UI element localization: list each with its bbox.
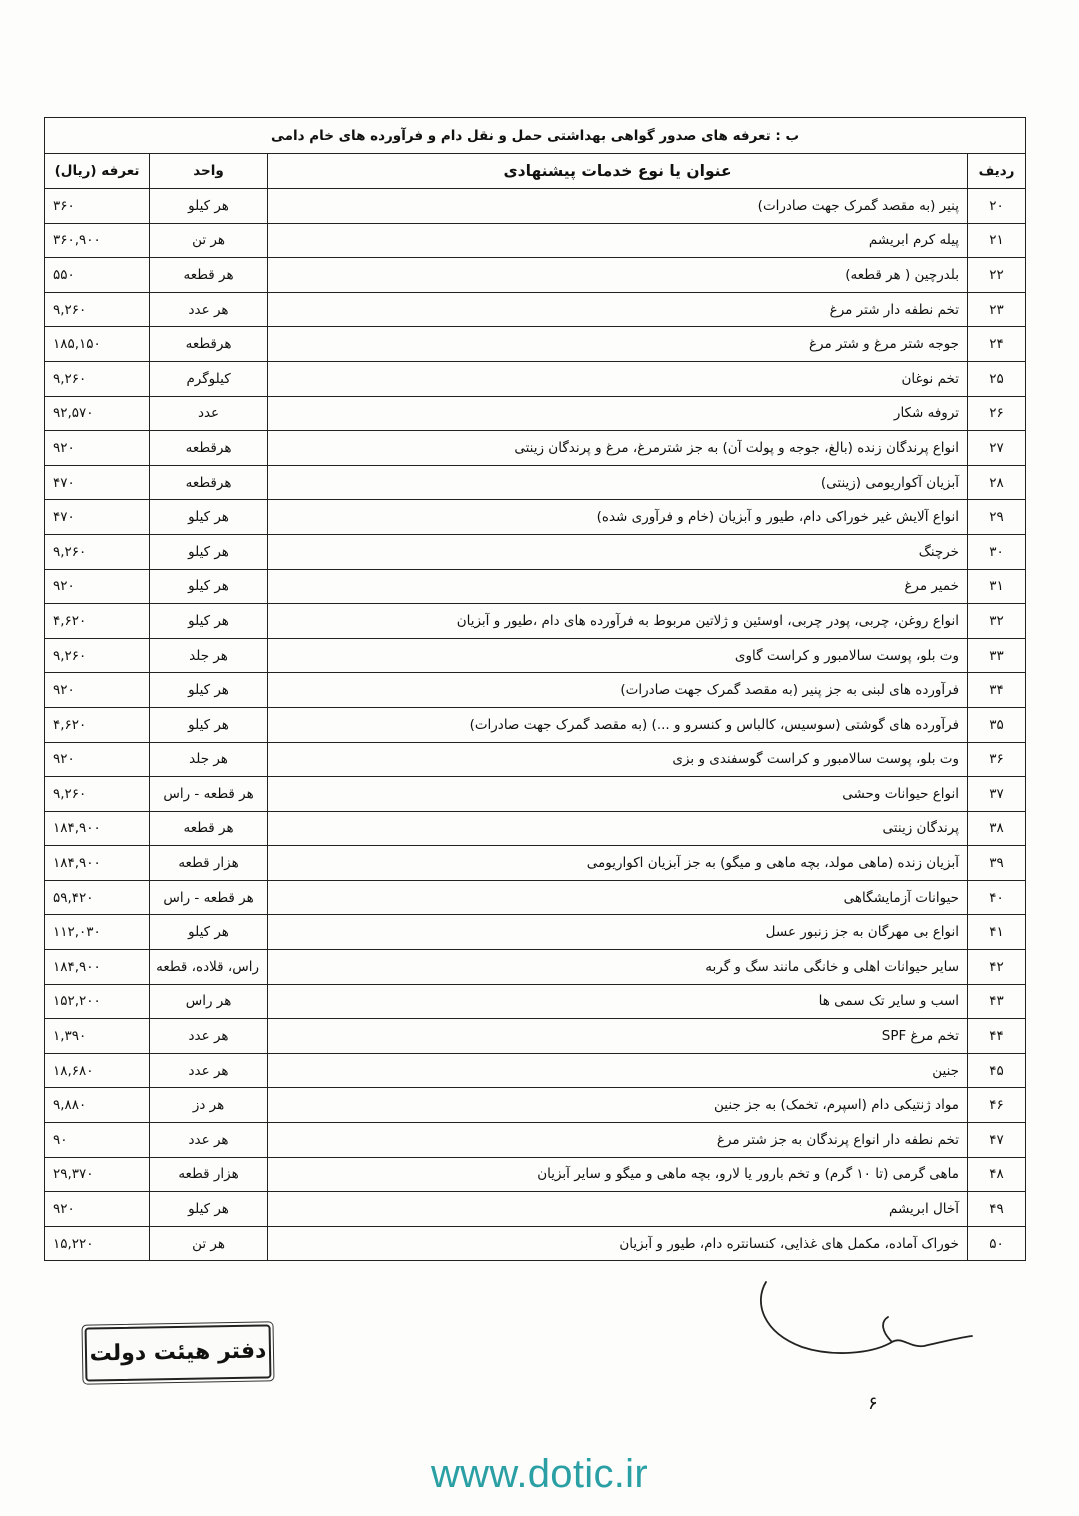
service-title: پیله کرم ابریشم bbox=[268, 223, 968, 258]
row-number: ۳۸ bbox=[968, 811, 1026, 846]
service-title: خرچنگ bbox=[268, 534, 968, 569]
service-title: حیوانات آزمایشگاهی bbox=[268, 880, 968, 915]
unit: هر تن bbox=[150, 223, 268, 258]
service-title: فرآورده های گوشتی (سوسیس، کالباس و کنسرو و ...) (به مقصد گمرک جهت صادرات) bbox=[268, 707, 968, 742]
fee: ۹۰ bbox=[45, 1123, 150, 1158]
table-row bbox=[45, 604, 1026, 639]
service-title: وت بلو، پوست سالامبور و کراست گوسفندی و بزی bbox=[268, 742, 968, 777]
row-number: ۲۷ bbox=[968, 431, 1026, 466]
row-number: ۳۹ bbox=[968, 846, 1026, 881]
unit: هر عدد bbox=[150, 1123, 268, 1158]
service-title: انواع روغن، چربی، پودر چربی، اوسئین و ژلاتین مربوط به فرآورده های دام ،طیور و آبزیان bbox=[268, 604, 968, 639]
row-number: ۲۵ bbox=[968, 361, 1026, 396]
fee: ۱۸۴,۹۰۰ bbox=[45, 950, 150, 985]
row-number: ۳۵ bbox=[968, 707, 1026, 742]
table-row bbox=[45, 707, 1026, 742]
fee: ۹,۲۶۰ bbox=[45, 534, 150, 569]
table-row bbox=[45, 292, 1026, 327]
row-number: ۴۸ bbox=[968, 1157, 1026, 1192]
page-number: ۶ bbox=[868, 1393, 878, 1414]
unit: هر عدد bbox=[150, 292, 268, 327]
table-row bbox=[45, 1192, 1026, 1227]
fee: ۹,۸۸۰ bbox=[45, 1088, 150, 1123]
tariff-table bbox=[44, 117, 1026, 1261]
service-title: تخم مرغ SPF bbox=[268, 1019, 968, 1054]
service-title: جنین bbox=[268, 1053, 968, 1088]
fee: ۹۲,۵۷۰ bbox=[45, 396, 150, 431]
row-number: ۳۶ bbox=[968, 742, 1026, 777]
unit: هرقطعه bbox=[150, 465, 268, 500]
unit: هر کیلو bbox=[150, 707, 268, 742]
service-title: انواع آلایش غیر خوراکی دام، طیور و آبزیان (خام و فرآوری شده) bbox=[268, 500, 968, 535]
row-number: ۴۹ bbox=[968, 1192, 1026, 1227]
service-title: آخال ابریشم bbox=[268, 1192, 968, 1227]
unit: هر کیلو bbox=[150, 604, 268, 639]
unit: عدد bbox=[150, 396, 268, 431]
table-row bbox=[45, 984, 1026, 1019]
fee: ۹,۲۶۰ bbox=[45, 361, 150, 396]
row-number: ۳۱ bbox=[968, 569, 1026, 604]
table-row bbox=[45, 223, 1026, 258]
service-title: انواع بی مهرگان به جز زنبور عسل bbox=[268, 915, 968, 950]
table-row bbox=[45, 1226, 1026, 1261]
service-title: انواع پرندگان زنده (بالغ، جوجه و پولت آن) به جز شترمرغ، مرغ و پرندگان زینتی bbox=[268, 431, 968, 466]
fee: ۱۸,۶۸۰ bbox=[45, 1053, 150, 1088]
header-row-number: ردیف bbox=[968, 154, 1026, 189]
table-body bbox=[45, 189, 1026, 1261]
row-number: ۴۲ bbox=[968, 950, 1026, 985]
table-row bbox=[45, 777, 1026, 812]
row-number: ۴۷ bbox=[968, 1123, 1026, 1158]
table-row bbox=[45, 327, 1026, 362]
unit: هر جلد bbox=[150, 638, 268, 673]
unit: هرقطعه bbox=[150, 431, 268, 466]
table-row bbox=[45, 846, 1026, 881]
unit: هر کیلو bbox=[150, 569, 268, 604]
table-row bbox=[45, 361, 1026, 396]
fee: ۴۷۰ bbox=[45, 500, 150, 535]
table-row bbox=[45, 396, 1026, 431]
table-row bbox=[45, 534, 1026, 569]
service-title: خمیر مرغ bbox=[268, 569, 968, 604]
row-number: ۲۲ bbox=[968, 258, 1026, 293]
service-title: تروفه شکار bbox=[268, 396, 968, 431]
service-title: پرندگان زینتی bbox=[268, 811, 968, 846]
row-number: ۳۷ bbox=[968, 777, 1026, 812]
unit: هرقطعه bbox=[150, 327, 268, 362]
service-title: اسب و سایر تک سمی ها bbox=[268, 984, 968, 1019]
row-number: ۲۴ bbox=[968, 327, 1026, 362]
unit: هر کیلو bbox=[150, 673, 268, 708]
service-title: تخم نطفه دار انواع پرندگان به جز شتر مرغ bbox=[268, 1123, 968, 1158]
unit: هر عدد bbox=[150, 1019, 268, 1054]
fee: ۵۵۰ bbox=[45, 258, 150, 293]
row-number: ۳۲ bbox=[968, 604, 1026, 639]
row-number: ۴۶ bbox=[968, 1088, 1026, 1123]
table-title: ب : تعرفه های صدور گواهی بهداشتی حمل و نقل دام و فرآورده های خام دامی bbox=[45, 118, 1026, 154]
row-number: ۲۱ bbox=[968, 223, 1026, 258]
service-title: خوراک آماده، مکمل های غذایی، کنسانتره دام، طیور و آبزیان bbox=[268, 1226, 968, 1261]
service-title: وت بلو، پوست سالامبور و کراست گاوی bbox=[268, 638, 968, 673]
row-number: ۴۰ bbox=[968, 880, 1026, 915]
unit: هر جلد bbox=[150, 742, 268, 777]
unit: هزار قطعه bbox=[150, 846, 268, 881]
service-title: تخم نوغان bbox=[268, 361, 968, 396]
table-row bbox=[45, 1157, 1026, 1192]
unit: هر قطعه bbox=[150, 258, 268, 293]
row-number: ۳۰ bbox=[968, 534, 1026, 569]
unit: هر دز bbox=[150, 1088, 268, 1123]
unit: هر راس bbox=[150, 984, 268, 1019]
header-fee: تعرفه (ریال) bbox=[45, 154, 150, 189]
header-service-title: عنوان یا نوع خدمات پیشنهادی bbox=[268, 154, 968, 189]
row-number: ۲۶ bbox=[968, 396, 1026, 431]
unit: هر کیلو bbox=[150, 915, 268, 950]
fee: ۹۲۰ bbox=[45, 431, 150, 466]
fee: ۹۲۰ bbox=[45, 673, 150, 708]
fee: ۱,۳۹۰ bbox=[45, 1019, 150, 1054]
table-row bbox=[45, 915, 1026, 950]
fee: ۹,۲۶۰ bbox=[45, 292, 150, 327]
service-title: پنیر (به مقصد گمرک جهت صادرات) bbox=[268, 189, 968, 224]
service-title: تخم نطفه دار شتر مرغ bbox=[268, 292, 968, 327]
row-number: ۲۳ bbox=[968, 292, 1026, 327]
row-number: ۲۸ bbox=[968, 465, 1026, 500]
unit: هر قطعه - راس bbox=[150, 777, 268, 812]
fee: ۹۲۰ bbox=[45, 1192, 150, 1227]
unit: هر تن bbox=[150, 1226, 268, 1261]
table-row bbox=[45, 569, 1026, 604]
table-row bbox=[45, 431, 1026, 466]
service-title: مواد ژنتیکی دام (اسپرم، تخمک) به جز جنین bbox=[268, 1088, 968, 1123]
service-title: فرآورده های لبنی به جز پنیر (به مقصد گمرک جهت صادرات) bbox=[268, 673, 968, 708]
fee: ۹,۲۶۰ bbox=[45, 638, 150, 673]
fee: ۵۹,۴۲۰ bbox=[45, 880, 150, 915]
table-row bbox=[45, 1123, 1026, 1158]
unit: هر کیلو bbox=[150, 189, 268, 224]
row-number: ۲۰ bbox=[968, 189, 1026, 224]
table-row bbox=[45, 673, 1026, 708]
table-row bbox=[45, 1053, 1026, 1088]
table-row bbox=[45, 811, 1026, 846]
fee: ۱۵,۲۲۰ bbox=[45, 1226, 150, 1261]
unit: هر کیلو bbox=[150, 534, 268, 569]
table-row bbox=[45, 189, 1026, 224]
table-row bbox=[45, 500, 1026, 535]
row-number: ۲۹ bbox=[968, 500, 1026, 535]
row-number: ۵۰ bbox=[968, 1226, 1026, 1261]
fee: ۲۹,۳۷۰ bbox=[45, 1157, 150, 1192]
fee: ۴,۶۲۰ bbox=[45, 707, 150, 742]
fee: ۴۷۰ bbox=[45, 465, 150, 500]
service-title: بلدرچین ( هر قطعه) bbox=[268, 258, 968, 293]
fee: ۳۶۰,۹۰۰ bbox=[45, 223, 150, 258]
unit: هر قطعه bbox=[150, 811, 268, 846]
unit: هر قطعه - راس bbox=[150, 880, 268, 915]
table-row bbox=[45, 1088, 1026, 1123]
service-title: آبزیان زنده (ماهی مولد، بچه ماهی و میگو) به جز آبزیان اکواریومی bbox=[268, 846, 968, 881]
table-row bbox=[45, 638, 1026, 673]
row-number: ۴۴ bbox=[968, 1019, 1026, 1054]
fee: ۴,۶۲۰ bbox=[45, 604, 150, 639]
table-row bbox=[45, 1019, 1026, 1054]
row-number: ۴۱ bbox=[968, 915, 1026, 950]
fee: ۱۸۴,۹۰۰ bbox=[45, 846, 150, 881]
table-row bbox=[45, 880, 1026, 915]
table-row bbox=[45, 742, 1026, 777]
stamp-text: دفتر هیئت دولت bbox=[89, 1338, 267, 1367]
service-title: جوجه شتر مرغ و شتر مرغ bbox=[268, 327, 968, 362]
row-number: ۳۳ bbox=[968, 638, 1026, 673]
header-unit: واحد bbox=[150, 154, 268, 189]
service-title: سایر حیوانات اهلی و خانگی مانند سگ و گربه bbox=[268, 950, 968, 985]
fee: ۱۸۵,۱۵۰ bbox=[45, 327, 150, 362]
footer-url[interactable]: www.dotic.ir bbox=[431, 1452, 648, 1496]
service-title: ماهی گرمی (تا ۱۰ گرم) و تخم بارور یا لارو، بچه ماهی و میگو و سایر آبزیان bbox=[268, 1157, 968, 1192]
unit: کیلوگرم bbox=[150, 361, 268, 396]
fee: ۳۶۰ bbox=[45, 189, 150, 224]
fee: ۱۵۲,۲۰۰ bbox=[45, 984, 150, 1019]
unit: هر عدد bbox=[150, 1053, 268, 1088]
table-row bbox=[45, 465, 1026, 500]
office-stamp bbox=[85, 1324, 272, 1381]
row-number: ۴۵ bbox=[968, 1053, 1026, 1088]
unit: هر کیلو bbox=[150, 500, 268, 535]
unit: هزار قطعه bbox=[150, 1157, 268, 1192]
service-title: آبزیان آکواریومی (زینتی) bbox=[268, 465, 968, 500]
unit: هر کیلو bbox=[150, 1192, 268, 1227]
fee: ۹۲۰ bbox=[45, 569, 150, 604]
table-row bbox=[45, 258, 1026, 293]
row-number: ۳۴ bbox=[968, 673, 1026, 708]
row-number: ۴۳ bbox=[968, 984, 1026, 1019]
fee: ۹,۲۶۰ bbox=[45, 777, 150, 812]
signature-mark bbox=[752, 1262, 982, 1372]
unit: راس، قلاده، قطعه bbox=[150, 950, 268, 985]
fee: ۱۱۲,۰۳۰ bbox=[45, 915, 150, 950]
fee: ۱۸۴,۹۰۰ bbox=[45, 811, 150, 846]
fee: ۹۲۰ bbox=[45, 742, 150, 777]
table-row bbox=[45, 950, 1026, 985]
service-title: انواع حیوانات وحشی bbox=[268, 777, 968, 812]
